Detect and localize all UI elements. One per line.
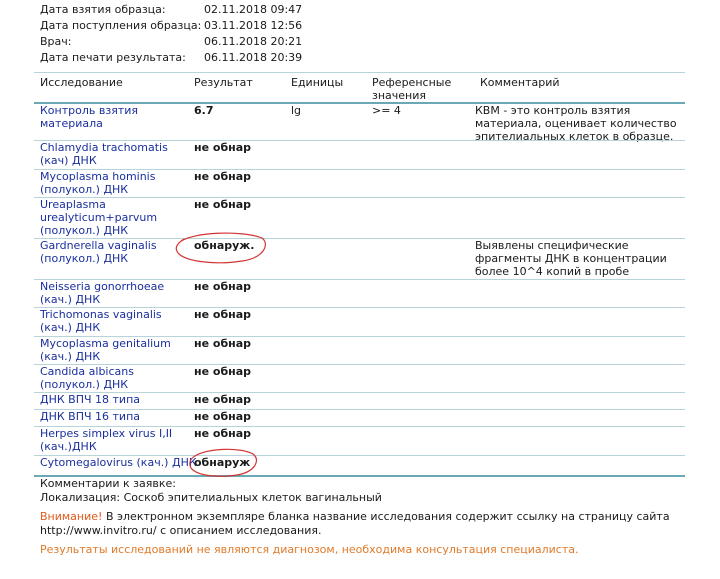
table-row bbox=[0, 239, 720, 280]
result-value: не обнар bbox=[194, 308, 252, 321]
table-row bbox=[0, 365, 720, 393]
column-header-units: Единицы bbox=[291, 76, 344, 89]
table-row bbox=[0, 456, 720, 476]
table-row bbox=[0, 337, 720, 365]
meta-value: 03.11.2018 12:56 bbox=[204, 19, 303, 32]
result-value: не обнар bbox=[194, 141, 252, 154]
table-row bbox=[0, 104, 720, 141]
meta-value: 06.11.2018 20:39 bbox=[204, 51, 303, 64]
meta-label: Врач: bbox=[40, 35, 72, 48]
meta-value: 06.11.2018 20:21 bbox=[204, 35, 303, 48]
result-value-detected: обнаруж bbox=[194, 456, 251, 469]
table-row bbox=[0, 393, 720, 410]
hand-drawn-circle bbox=[185, 446, 261, 480]
table-row bbox=[0, 308, 720, 337]
table-row bbox=[0, 170, 720, 198]
attention-line bbox=[40, 510, 670, 524]
table-row bbox=[0, 410, 720, 427]
disclaimer-text: Результаты исследований не являются диагнозом, необходима консультация специалиста. bbox=[40, 543, 579, 556]
result-value: не обнар bbox=[194, 365, 252, 378]
test-name-link[interactable]: Chlamydia trachomatis (кач) ДНК bbox=[40, 141, 168, 167]
results-table bbox=[0, 104, 720, 476]
localization-text: Локализация: Соскоб эпителиальных клеток вагинальный bbox=[40, 491, 382, 504]
meta-label: Дата взятия образца: bbox=[40, 3, 166, 16]
result-value: не обнар bbox=[194, 198, 252, 211]
column-header-test: Исследование bbox=[40, 76, 123, 89]
test-name-link[interactable]: Candida albicans (полукол.) ДНК bbox=[40, 365, 134, 391]
result-value: не обнар bbox=[194, 280, 252, 293]
top-divider bbox=[34, 72, 685, 73]
table-row bbox=[0, 141, 720, 170]
attention-text: В электронном экземпляре бланка название исследования содержит ссылку на страницу сайта bbox=[102, 510, 670, 523]
table-header bbox=[0, 76, 720, 102]
test-name-link[interactable]: Gardnerella vaginalis (полукол.) ДНК bbox=[40, 239, 157, 265]
test-name-link[interactable]: Mycoplasma hominis (полукол.) ДНК bbox=[40, 170, 156, 196]
meta-label: Дата печати результата: bbox=[40, 51, 186, 64]
result-value: 6.7 bbox=[194, 104, 214, 117]
result-value: не обнар bbox=[194, 427, 252, 440]
test-name-link[interactable]: ДНК ВПЧ 18 типа bbox=[40, 393, 141, 406]
table-row bbox=[0, 198, 720, 239]
result-value: не обнар bbox=[194, 170, 252, 183]
column-header-reference: Референсные значения bbox=[372, 76, 452, 102]
unit-value: lg bbox=[291, 104, 302, 117]
request-comments-label: Комментарии к заявке: bbox=[40, 477, 176, 490]
link-line bbox=[40, 524, 321, 538]
hand-drawn-circle bbox=[172, 230, 270, 266]
comment-text: КВМ - это контроль взятия материала, оценивает количество эпителиальных клеток в образце. bbox=[475, 104, 677, 143]
test-name-link[interactable]: Ureaplasma urealyticum+parvum (полукол.) ДНК bbox=[40, 198, 158, 237]
test-name-link[interactable]: Neisseria gonorrhoeae (кач.) ДНК bbox=[40, 280, 165, 306]
test-name-link[interactable]: Контроль взятия материала bbox=[40, 104, 138, 130]
table-row bbox=[0, 280, 720, 308]
meta-value: 02.11.2018 09:47 bbox=[204, 3, 303, 16]
test-name-link[interactable]: Mycoplasma genitalium (кач.) ДНК bbox=[40, 337, 171, 363]
site-link[interactable]: http://www.invitro.ru/ bbox=[40, 524, 157, 537]
result-value-detected: обнаруж. bbox=[194, 239, 255, 252]
link-suffix: с описанием исследования. bbox=[156, 524, 322, 537]
test-name-link[interactable]: Trichomonas vaginalis (кач.) ДНК bbox=[40, 308, 162, 334]
meta-label: Дата поступления образца: bbox=[40, 19, 202, 32]
table-row bbox=[0, 427, 720, 456]
test-name-link[interactable]: ДНК ВПЧ 16 типа bbox=[40, 410, 141, 423]
reference-value: >= 4 bbox=[372, 104, 401, 117]
result-value: не обнар bbox=[194, 393, 252, 406]
column-header-result: Результат bbox=[194, 76, 253, 89]
test-name-link[interactable]: Cytomegalovirus (кач.) ДНК bbox=[40, 456, 197, 469]
result-value: не обнар bbox=[194, 410, 252, 423]
result-value: не обнар bbox=[194, 337, 252, 350]
attention-label: Внимание! bbox=[40, 510, 103, 523]
column-header-comment: Комментарий bbox=[480, 76, 560, 89]
comment-text: Выявлены специфические фрагменты ДНК в концентрации более 10^4 копий в пробе bbox=[475, 239, 667, 278]
test-name-link[interactable]: Herpes simplex virus I,II (кач.)ДНК bbox=[40, 427, 173, 453]
